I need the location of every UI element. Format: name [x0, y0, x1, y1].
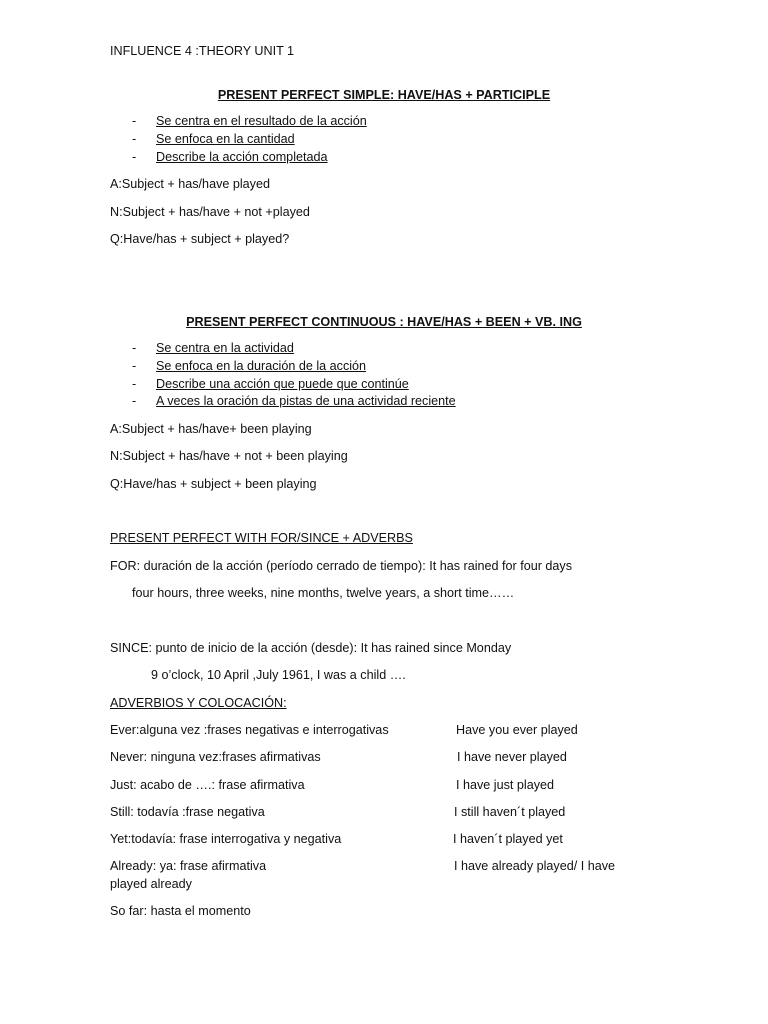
- adverb-example: I still haven´t played: [454, 805, 566, 819]
- bullet-dash: -: [132, 377, 137, 391]
- negative-formula: N:Subject + has/have + not +played: [110, 205, 310, 219]
- section-title-continuous: PRESENT PERFECT CONTINUOUS : HAVE/HAS + BEEN + VB. ING: [186, 315, 582, 329]
- since-definition: SINCE: punto de inicio de la acción (desde): It has rained since Monday: [110, 641, 512, 655]
- question-formula: Q:Have/has + subject + played?: [110, 232, 290, 246]
- bullet-dash: -: [132, 114, 137, 128]
- since-examples: 9 o’clock, 10 April ,July 1961, I was a child ….: [151, 668, 406, 682]
- adverb-rule: Yet:todavía: frase interrogativa y negativa: [110, 832, 342, 846]
- question-formula: Q:Have/has + subject + been playing: [110, 477, 317, 491]
- adverb-rule: Still: todavía :frase negativa: [110, 805, 265, 819]
- affirmative-formula: A:Subject + has/have played: [110, 177, 270, 191]
- bullet-dash: -: [132, 394, 137, 408]
- section-title-adverbs: ADVERBIOS Y COLOCACIÓN:: [110, 696, 287, 710]
- adverb-example: I have never played: [457, 750, 567, 764]
- for-definition: FOR: duración de la acción (período cerrado de tiempo): It has rained for four days: [110, 559, 573, 573]
- section-title-simple: PRESENT PERFECT SIMPLE: HAVE/HAS + PARTICIPLE: [217, 88, 551, 102]
- bullet-dash: -: [132, 132, 137, 146]
- adverb-rule-sofar: So far: hasta el momento: [110, 904, 251, 918]
- adverb-example-continuation: played already: [110, 877, 192, 891]
- adverb-rule: Never: ninguna vez:frases afirmativas: [110, 750, 321, 764]
- bullet-dash: -: [132, 150, 137, 164]
- bullet-text: Describe una acción que puede que continúe: [156, 377, 409, 391]
- bullet-text: Se enfoca en la duración de la acción: [156, 359, 367, 373]
- adverb-example: I haven´t played yet: [453, 832, 563, 846]
- bullet-text: Se enfoca en la cantidad: [156, 132, 295, 146]
- adverb-example: Have you ever played: [456, 723, 578, 737]
- section-title-forsince: PRESENT PERFECT WITH FOR/SINCE + ADVERBS: [110, 531, 413, 545]
- affirmative-formula: A:Subject + has/have+ been playing: [110, 422, 312, 436]
- adverb-rule: Just: acabo de ….: frase afirmativa: [110, 778, 305, 792]
- negative-formula: N:Subject + has/have + not + been playing: [110, 449, 348, 463]
- adverb-rule: Already: ya: frase afirmativa: [110, 859, 267, 873]
- bullet-dash: -: [132, 359, 137, 373]
- bullet-text: Describe la acción completada: [156, 150, 328, 164]
- adverb-example: I have already played/ I have: [454, 859, 616, 873]
- bullet-text: Se centra en el resultado de la acción: [156, 114, 367, 128]
- adverb-example: I have just played: [456, 778, 555, 792]
- document-header: INFLUENCE 4 :THEORY UNIT 1: [110, 44, 295, 58]
- bullet-text: A veces la oración da pistas de una actividad reciente: [156, 394, 456, 408]
- bullet-dash: -: [132, 341, 137, 355]
- bullet-text: Se centra en la actividad: [156, 341, 294, 355]
- adverb-rule: Ever:alguna vez :frases negativas e interrogativas: [110, 723, 389, 737]
- for-examples: four hours, three weeks, nine months, twelve years, a short time……: [132, 586, 515, 600]
